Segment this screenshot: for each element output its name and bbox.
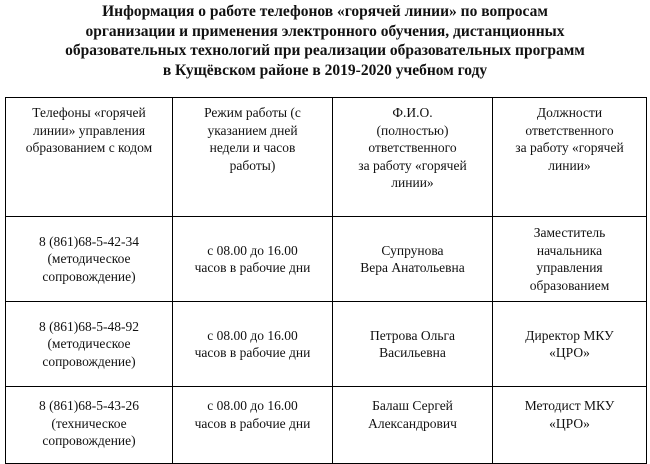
table-row <box>6 387 647 464</box>
document-title <box>0 2 650 80</box>
header-schedule: Режим работы (с указанием дней недели и часов работы) <box>173 98 333 217</box>
cell-schedule: с 08.00 до 16.00 часов в рабочие дни <box>173 302 333 387</box>
table-header-row <box>6 98 647 217</box>
table-row <box>6 302 647 387</box>
title-line: в Кущёвском районе в 2019-2020 учебном году <box>162 61 488 79</box>
title-line: Информация о работе телефонов «горячей линии» по вопросам <box>102 3 548 20</box>
header-fullname: Ф.И.О. (полностью) ответственного за работу «горячей линии» <box>333 98 493 217</box>
title-line: организации и применения электронного обучения, дистанционных <box>85 22 565 40</box>
header-phones: Телефоны «горячей линии» управления образованием с кодом <box>6 98 173 217</box>
cell-position: Заместитель начальника управления образованием <box>493 217 647 302</box>
cell-phone: 8 (861)68-5-48-92 (методическое сопровождение) <box>6 302 173 387</box>
cell-fullname: Супрунова Вера Анатольевна <box>333 217 493 302</box>
title-line: образовательных технологий при реализации образовательных программ <box>65 42 585 59</box>
cell-fullname: Петрова Ольга Васильевна <box>333 302 493 387</box>
cell-position: Методист МКУ «ЦРО» <box>493 387 647 464</box>
cell-position: Директор МКУ «ЦРО» <box>493 302 647 387</box>
cell-schedule: с 08.00 до 16.00 часов в рабочие дни <box>173 217 333 302</box>
cell-phone: 8 (861)68-5-43-26 (техническое сопровождение) <box>6 387 173 464</box>
cell-schedule: с 08.00 до 16.00 часов в рабочие дни <box>173 387 333 464</box>
cell-fullname: Балаш Сергей Александрович <box>333 387 493 464</box>
hotline-table <box>5 97 647 464</box>
table-row <box>6 217 647 302</box>
cell-phone: 8 (861)68-5-42-34 (методическое сопровождение) <box>6 217 173 302</box>
header-position: Должности ответственного за работу «горячей линии» <box>493 98 647 217</box>
